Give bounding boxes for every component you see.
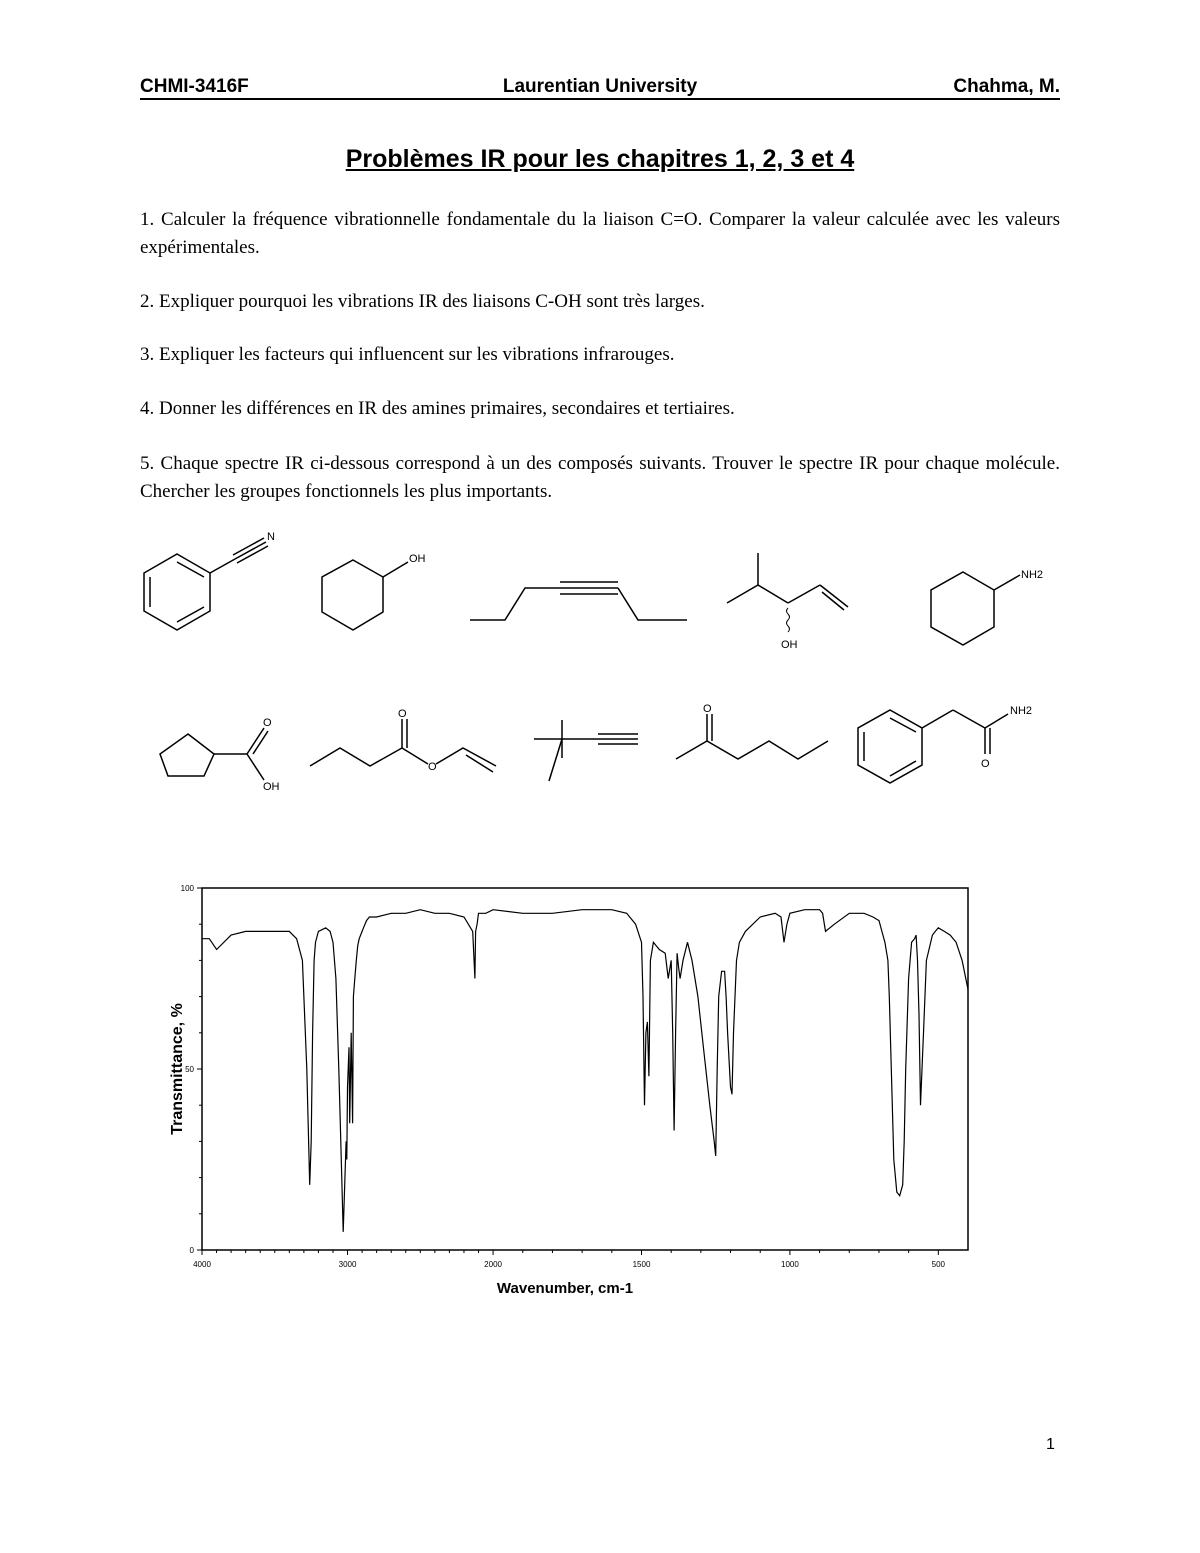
x-tick-label-2: 2000 [484, 1260, 502, 1269]
question-4: 4. Donner les différences en IR des amines primaires, secondaires et tertiaires. [140, 398, 735, 419]
page-title: Problèmes IR pour les chapitres 1, 2, 3 et 4 [345, 145, 855, 173]
plot-frame [202, 888, 968, 1250]
y-axis-label: Transmittance, % [169, 1003, 186, 1135]
spectrum-line [202, 910, 968, 1232]
pentenol-structure [727, 553, 848, 632]
y-tick-label-0: 100 [180, 884, 194, 893]
x-tick-label-1: 3000 [338, 1260, 357, 1269]
cyclopentanoic-acid-structure [160, 728, 268, 780]
amide-o-label: O [981, 758, 990, 770]
acid-o-label: O [263, 717, 272, 729]
benzonitrile-structure [144, 538, 268, 630]
octyne-structure [470, 582, 687, 620]
y-tick-label-2: 0 [189, 1246, 194, 1255]
ketone-o-label: O [703, 703, 712, 715]
cyclohexylamine-structure [931, 572, 1020, 645]
ester-carbonyl-o-label: O [398, 708, 407, 720]
phenylacetamide-structure [858, 710, 1008, 783]
x-tick-label-0: 4000 [193, 1260, 211, 1269]
header-course: CHMI-3416F [140, 76, 249, 97]
x-tick-label-3: 1500 [632, 1260, 651, 1269]
question-1: 1. Calculer la fréquence vibrationnelle fondamentale du la liaison C=O. Comparer la valeur calculée avec les valeurs expérimentales. [140, 209, 1060, 258]
acid-oh-label: OH [263, 781, 280, 793]
molecule-structures [130, 520, 1060, 810]
page-header [140, 74, 1060, 100]
benzonitrile-n-label: N [267, 531, 275, 543]
x-axis [193, 1250, 945, 1269]
alcohol-oh-label: OH [781, 639, 798, 651]
dimethylbutyne-structure [534, 720, 638, 781]
question-2: 2. Expliquer pourquoi les vibrations IR des liaisons C-OH sont très larges. [140, 291, 705, 312]
page-number: 1 [1046, 1436, 1055, 1453]
ir-spectrum-chart [150, 878, 990, 1308]
cyclohexanol-oh-label: OH [409, 553, 426, 565]
vinyl-ester-structure [310, 719, 496, 772]
hexanone-structure [676, 714, 828, 759]
amide-nh2-label: NH2 [1010, 705, 1033, 717]
x-tick-label-4: 1000 [781, 1260, 799, 1269]
question-5: 5. Chaque spectre IR ci-dessous correspond à un des composés suivants. Trouver le spectre IR pour chaque molécule. Chercher les groupes fonctionnels les plus importants. [140, 453, 1060, 502]
amine-nh2-label: NH2 [1021, 569, 1044, 581]
cyclohexanol-structure [322, 560, 408, 630]
x-axis-label: Wavenumber, cm-1 [496, 1280, 634, 1297]
header-author: Chahma, M. [953, 76, 1060, 97]
y-tick-label-1: 50 [185, 1065, 194, 1074]
question-3: 3. Expliquer les facteurs qui influencent sur les vibrations infrarouges. [140, 344, 675, 365]
x-tick-label-5: 500 [931, 1260, 945, 1269]
ester-ether-o-label: O [428, 761, 437, 773]
header-university: Laurentian University [502, 76, 698, 97]
